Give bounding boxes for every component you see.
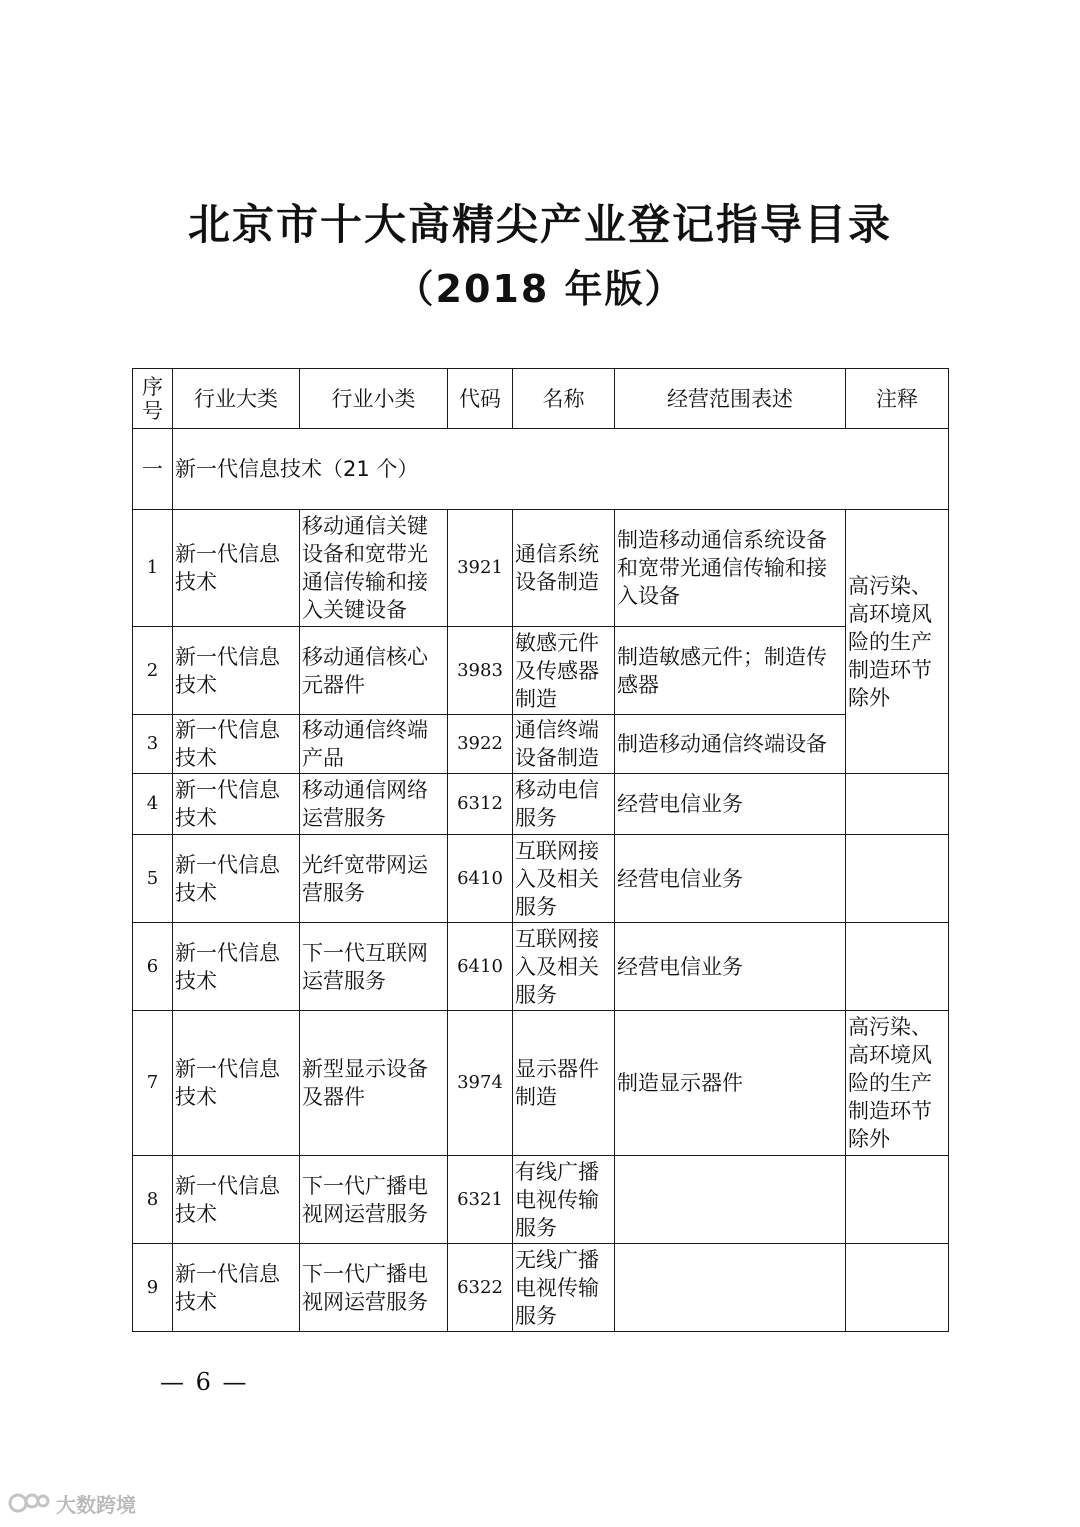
row-code: 3974	[448, 1011, 513, 1156]
row-major: 新一代信息技术	[173, 1011, 300, 1156]
row-minor: 移动通信关键设备和宽带光通信传输和接入关键设备	[300, 510, 448, 627]
row-code: 6410	[448, 923, 513, 1011]
row-code: 6322	[448, 1244, 513, 1332]
section-index: 一	[133, 429, 173, 510]
row-seq: 1	[133, 510, 173, 627]
row-name: 互联网接入及相关服务	[513, 835, 615, 923]
row-code: 3921	[448, 510, 513, 627]
row-name: 通信系统设备制造	[513, 510, 615, 627]
table-row	[133, 835, 949, 923]
row-minor: 光纤宽带网运营服务	[300, 835, 448, 923]
row-scope	[615, 1244, 846, 1332]
row-scope: 制造移动通信系统设备和宽带光通信传输和接入设备	[615, 510, 846, 627]
document-title: 北京市十大高精尖产业登记指导目录	[187, 200, 892, 249]
header-scope: 经营范围表述	[615, 369, 846, 429]
table-row	[133, 1244, 949, 1332]
row-note: 高污染、高环境风险的生产制造环节除外	[846, 1011, 949, 1156]
header-code: 代码	[448, 369, 513, 429]
row-major: 新一代信息技术	[173, 1156, 300, 1244]
header-major-category: 行业大类	[173, 369, 300, 429]
row-note	[846, 1244, 949, 1332]
row-seq: 3	[133, 715, 173, 774]
row-note	[846, 923, 949, 1011]
section-row	[133, 429, 949, 510]
row-code: 6410	[448, 835, 513, 923]
header-minor-category: 行业小类	[300, 369, 448, 429]
row-seq: 6	[133, 923, 173, 1011]
row-seq: 9	[133, 1244, 173, 1332]
row-name: 通信终端设备制造	[513, 715, 615, 774]
row-name: 敏感元件及传感器制造	[513, 627, 615, 715]
row-major: 新一代信息技术	[173, 774, 300, 835]
row-seq: 8	[133, 1156, 173, 1244]
row-major: 新一代信息技术	[173, 923, 300, 1011]
watermark-logo-icon	[8, 1490, 50, 1516]
row-minor: 移动通信终端产品	[300, 715, 448, 774]
row-code: 3983	[448, 627, 513, 715]
row-major: 新一代信息技术	[173, 510, 300, 627]
row-scope: 经营电信业务	[615, 774, 846, 835]
row-name: 互联网接入及相关服务	[513, 923, 615, 1011]
row-code: 6321	[448, 1156, 513, 1244]
row-scope: 制造显示器件	[615, 1011, 846, 1156]
row-minor: 新型显示设备及器件	[300, 1011, 448, 1156]
row-note	[846, 774, 949, 835]
row-name: 显示器件制造	[513, 1011, 615, 1156]
table-row	[133, 1011, 949, 1156]
table-row	[133, 510, 949, 627]
header-name: 名称	[513, 369, 615, 429]
row-code: 6312	[448, 774, 513, 835]
header-note: 注释	[846, 369, 949, 429]
page-number: — 6 —	[160, 1368, 249, 1396]
row-minor: 下一代广播电视网运营服务	[300, 1156, 448, 1244]
row-name: 有线广播电视传输服务	[513, 1156, 615, 1244]
header-seq: 序号	[133, 369, 173, 429]
row-scope: 制造敏感元件；制造传感器	[615, 627, 846, 715]
table-row	[133, 627, 949, 715]
table-header-row	[133, 369, 949, 429]
row-note	[846, 1156, 949, 1244]
merged-note: 高污染、高环境风险的生产制造环节除外	[846, 510, 949, 774]
row-minor: 下一代互联网运营服务	[300, 923, 448, 1011]
row-minor: 下一代广播电视网运营服务	[300, 1244, 448, 1332]
row-major: 新一代信息技术	[173, 1244, 300, 1332]
row-major: 新一代信息技术	[173, 835, 300, 923]
row-major: 新一代信息技术	[173, 715, 300, 774]
row-seq: 7	[133, 1011, 173, 1156]
watermark	[8, 1488, 136, 1518]
table-row	[133, 774, 949, 835]
row-name: 移动电信服务	[513, 774, 615, 835]
row-scope: 经营电信业务	[615, 923, 846, 1011]
row-code: 3922	[448, 715, 513, 774]
row-major: 新一代信息技术	[173, 627, 300, 715]
section-label: 新一代信息技术（21 个）	[173, 429, 949, 510]
row-scope: 制造移动通信终端设备	[615, 715, 846, 774]
table-row	[133, 1156, 949, 1244]
row-scope	[615, 1156, 846, 1244]
row-minor: 移动通信核心元器件	[300, 627, 448, 715]
row-seq: 2	[133, 627, 173, 715]
table-row	[133, 923, 949, 1011]
document-subtitle: （2018 年版）	[395, 267, 685, 311]
table-row	[133, 715, 949, 774]
row-scope: 经营电信业务	[615, 835, 846, 923]
row-name: 无线广播电视传输服务	[513, 1244, 615, 1332]
row-minor: 移动通信网络运营服务	[300, 774, 448, 835]
row-note	[846, 835, 949, 923]
row-seq: 5	[133, 835, 173, 923]
industry-catalog-table	[132, 368, 949, 1332]
watermark-text: 大数跨境	[56, 1492, 136, 1517]
row-seq: 4	[133, 774, 173, 835]
